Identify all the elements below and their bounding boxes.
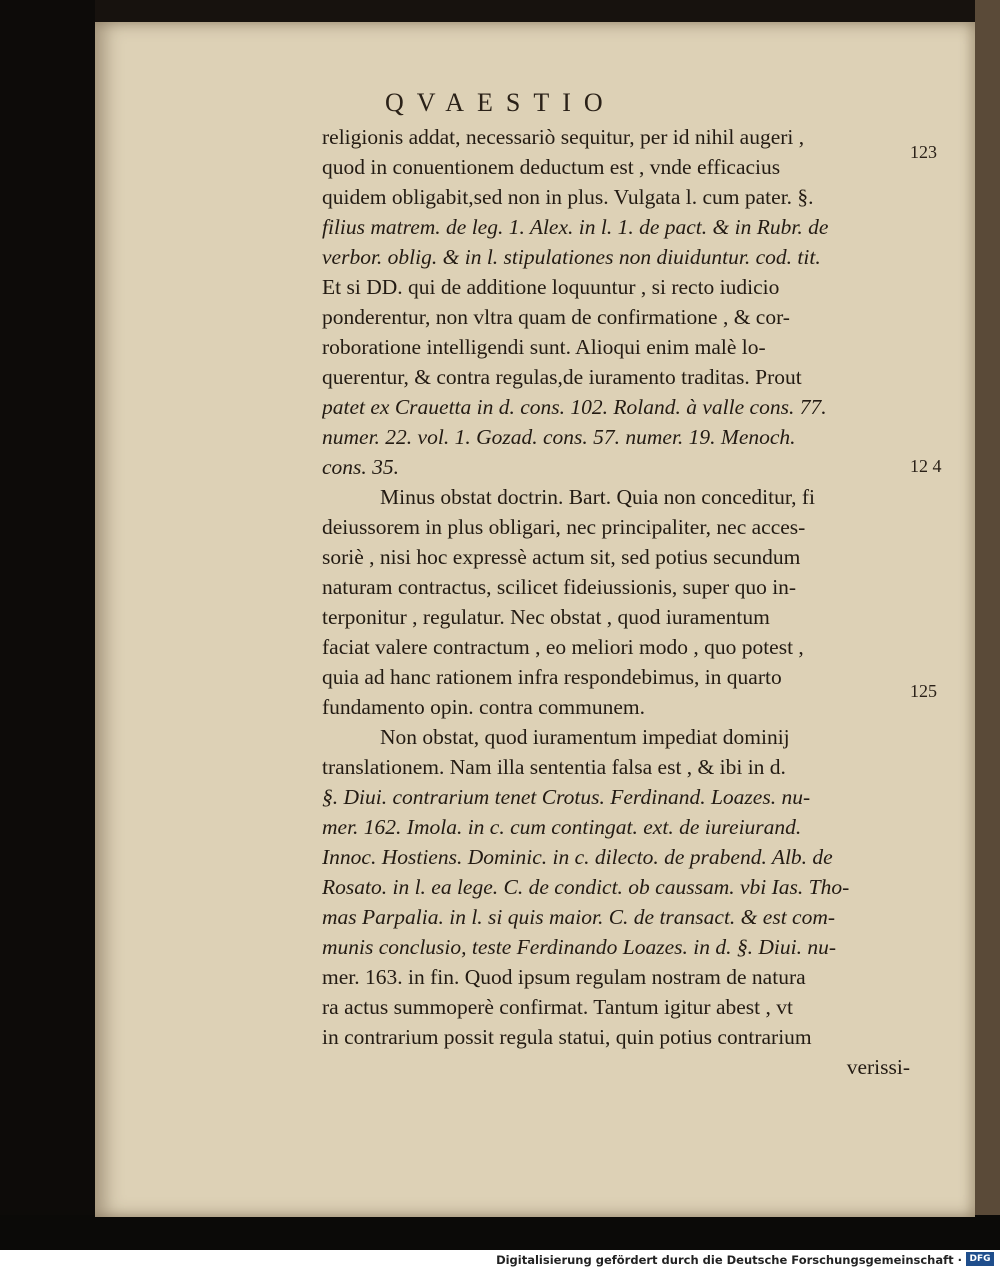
- text-line: cons. 35.: [322, 455, 400, 479]
- text-line: mer. 162. Imola. in c. cum contingat. ext. de iureiurand.: [322, 815, 802, 839]
- text-line: fundamento opin. contra communem.: [322, 695, 646, 719]
- scan-bottom-background: [0, 1215, 1000, 1250]
- text-line: quidem obligabit,sed non in plus. Vulgata l. cum pater. §.: [322, 185, 814, 209]
- text-line: §. Diui. contrarium tenet Crotus. Ferdinand. Loazes. nu-: [322, 785, 811, 809]
- text-line: Non obstat, quod iuramentum impediat dominij: [380, 725, 790, 749]
- text-line: querentur, & contra regulas,de iuramento traditas. Prout: [322, 365, 802, 389]
- text-line: ra actus summoperè confirmat. Tantum igitur abest , vt: [322, 995, 793, 1019]
- page-text-block: [322, 122, 910, 1082]
- text-line: patet ex Crauetta in d. cons. 102. Roland. à valle cons. 77.: [322, 395, 827, 419]
- text-line: soriè , nisi hoc expressè actum sit, sed potius secundum: [322, 545, 801, 569]
- text-line: ponderentur, non vltra quam de confirmatione , & cor-: [322, 305, 790, 329]
- text-line: naturam contractus, scilicet fideiussionis, super quo in-: [322, 575, 797, 599]
- text-line: roboratione intelligendi sunt. Alioqui enim malè lo-: [322, 335, 766, 359]
- text-line: filius matrem. de leg. 1. Alex. in l. 1. de pact. & in Rubr. de: [322, 215, 829, 239]
- text-line: faciat valere contractum , eo meliori modo , quo potest ,: [322, 635, 804, 659]
- scan-left-background: [0, 0, 95, 1250]
- text-line: religionis addat, necessariò sequitur, per id nihil augeri ,: [322, 125, 805, 149]
- text-line: mer. 163. in fin. Quod ipsum regulam nostram de natura: [322, 965, 806, 989]
- text-line: Rosato. in l. ea lege. C. de condict. ob caussam. vbi Ias. Tho-: [322, 875, 850, 899]
- book-edge: [975, 0, 1000, 1250]
- funding-credit: Digitalisierung gefördert durch die Deutsche Forschungsgemeinschaft ·: [496, 1253, 962, 1267]
- dfg-logo: DFG: [966, 1252, 994, 1266]
- margin-number: 123: [910, 142, 937, 162]
- text-line: quia ad hanc rationem infra respondebimus, in quarto: [322, 665, 782, 689]
- text-line: verbor. oblig. & in l. stipulationes non diuiduntur. cod. tit.: [322, 245, 821, 269]
- text-line: Minus obstat doctrin. Bart. Quia non conceditur, fi: [380, 485, 816, 509]
- catchword: verissi-: [846, 1055, 910, 1079]
- text-line: in contrarium possit regula statui, quin potius contrarium: [322, 1025, 812, 1049]
- running-head: QVAESTIO: [385, 88, 616, 117]
- scan-top-background: [95, 0, 975, 22]
- text-line: munis conclusio, teste Ferdinando Loazes. in d. §. Diui. nu-: [322, 935, 836, 959]
- footer-bar: [0, 1250, 1000, 1269]
- margin-number: 125: [910, 681, 937, 701]
- text-line: terponitur , regulatur. Nec obstat , quod iuramentum: [322, 605, 770, 629]
- text-line: translationem. Nam illa sententia falsa est , & ibi in d.: [322, 755, 786, 779]
- text-line: quod in conuentionem deductum est , vnde efficacius: [322, 155, 781, 179]
- text-line: Et si DD. qui de additione loquuntur , si recto iudicio: [322, 275, 780, 299]
- text-line: numer. 22. vol. 1. Gozad. cons. 57. numer. 19. Menoch.: [322, 425, 796, 449]
- text-line: mas Parpalia. in l. si quis maior. C. de transact. & est com-: [322, 905, 836, 929]
- margin-number: 12 4: [910, 456, 942, 476]
- text-line: deiussorem in plus obligari, nec principaliter, nec acces-: [322, 515, 806, 539]
- text-line: Innoc. Hostiens. Dominic. in c. dilecto. de prabend. Alb. de: [322, 845, 833, 869]
